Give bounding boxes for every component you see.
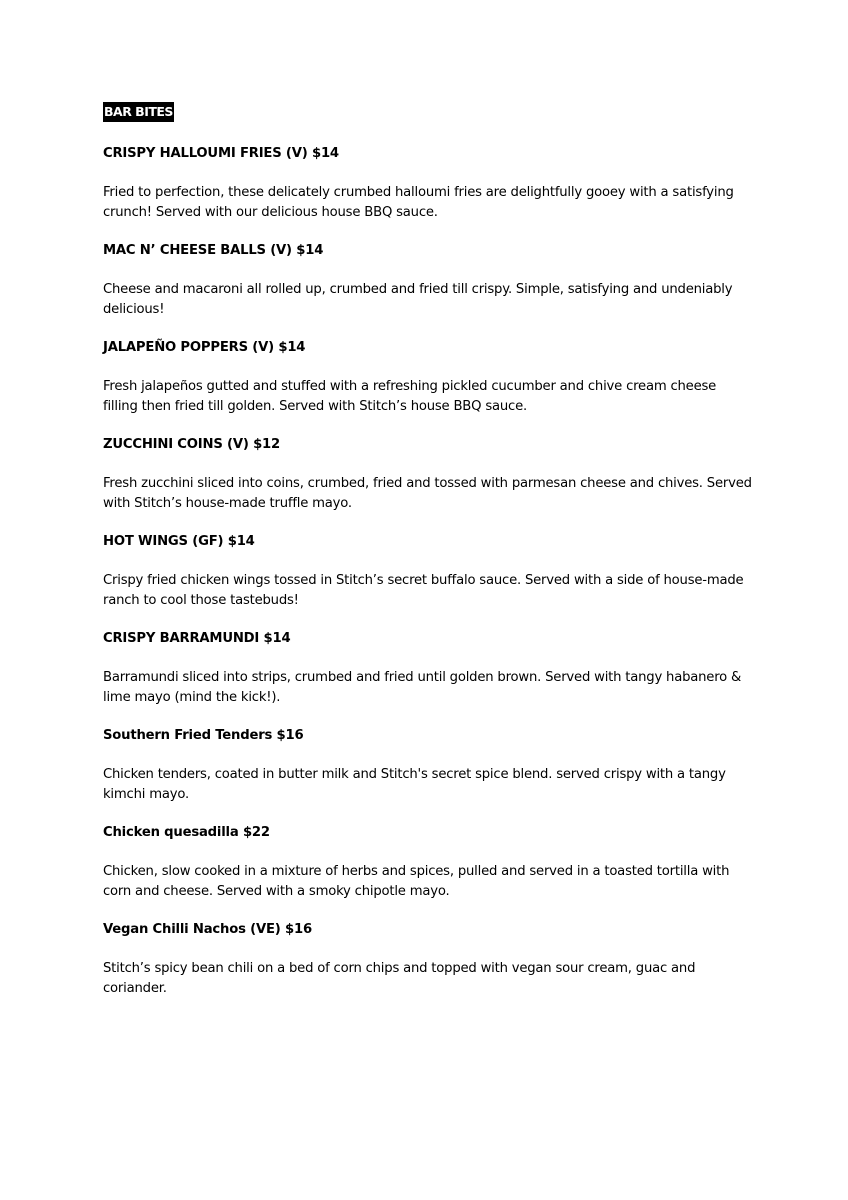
item-description: Stitch’s spicy bean chili on a bed of corn chips and topped with vegan sour cream, guac and coriander.: [103, 961, 696, 996]
menu-content: [103, 101, 753, 1017]
item-description: Fried to perfection, these delicately crumbed halloumi fries are delightfully gooey with a satisfying crunch! Served with our delicious house BBQ sauce.: [103, 185, 734, 220]
item-title: ZUCCHINI COINS (V) $12: [103, 437, 281, 452]
menu-item-zucchini-coins: [103, 435, 753, 532]
item-description: Chicken, slow cooked in a mixture of herbs and spices, pulled and served in a toasted tortilla with corn and cheese. Served with a smoky chipotle mayo.: [103, 864, 730, 899]
menu-item-halloumi-fries: [103, 144, 753, 241]
item-title: MAC N’ CHEESE BALLS (V) $14: [103, 243, 324, 258]
item-description: Crispy fried chicken wings tossed in Stitch’s secret buffalo sauce. Served with a side of house-made ranch to cool those tastebuds!: [103, 573, 744, 608]
section-title: BAR BITES: [103, 102, 174, 122]
menu-item-mac-cheese-balls: [103, 241, 753, 338]
item-title: JALAPEÑO POPPERS (V) $14: [103, 340, 306, 355]
menu-item-vegan-chilli-nachos: [103, 920, 753, 1017]
item-title: CRISPY BARRAMUNDI $14: [103, 631, 291, 646]
item-title: Chicken quesadilla $22: [103, 825, 270, 840]
menu-item-southern-fried-tenders: [103, 726, 753, 823]
item-title: Vegan Chilli Nachos (VE) $16: [103, 922, 312, 937]
item-description: Fresh zucchini sliced into coins, crumbed, fried and tossed with parmesan cheese and chives. Served with Stitch’s house-made truffle mayo.: [103, 476, 752, 511]
item-title: HOT WINGS (GF) $14: [103, 534, 255, 549]
item-description: Fresh jalapeños gutted and stuffed with a refreshing pickled cucumber and chive cream cheese filling then fried till golden. Served with Stitch’s house BBQ sauce.: [103, 379, 717, 414]
menu-list: [103, 144, 753, 1017]
menu-item-hot-wings: [103, 532, 753, 629]
item-title: CRISPY HALLOUMI FRIES (V) $14: [103, 146, 339, 161]
menu-item-chicken-quesadilla: [103, 823, 753, 920]
item-description: Chicken tenders, coated in butter milk and Stitch's secret spice blend. served crispy with a tangy kimchi mayo.: [103, 767, 726, 802]
menu-item-jalapeno-poppers: [103, 338, 753, 435]
item-description: Barramundi sliced into strips, crumbed and fried until golden brown. Served with tangy habanero & lime mayo (mind the kick!).: [103, 670, 742, 705]
item-title: Southern Fried Tenders $16: [103, 728, 304, 743]
item-description: Cheese and macaroni all rolled up, crumbed and fried till crispy. Simple, satisfying and undeniably delicious!: [103, 282, 733, 317]
menu-item-crispy-barramundi: [103, 629, 753, 726]
